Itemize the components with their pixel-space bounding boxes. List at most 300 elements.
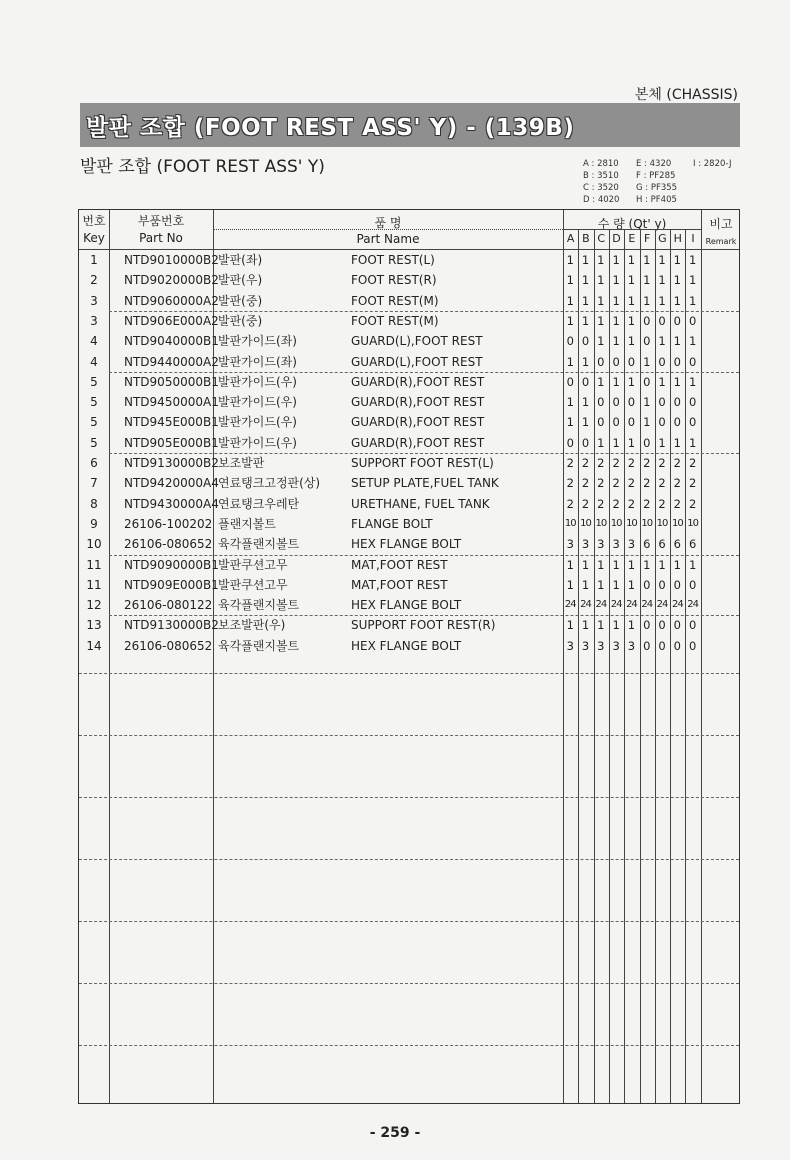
qty-cell: 0 [597, 415, 605, 430]
qty-cell: 3 [627, 638, 636, 653]
qty-cell: 1 [627, 577, 636, 592]
qty-cell: 0 [658, 313, 666, 328]
qty-cell: 0 [673, 415, 681, 430]
qty-cell: 0 [673, 618, 681, 633]
row-key: 5 [90, 415, 98, 430]
qty-cell: 1 [566, 557, 574, 572]
row-name-en: GUARD(R),FOOT REST [351, 435, 485, 450]
qty-cell: 1 [612, 273, 620, 288]
qty-cell: 2 [643, 476, 651, 491]
qty-cell: 2 [612, 456, 620, 470]
empty-row-separator [79, 735, 739, 736]
qty-cell: 0 [673, 313, 681, 328]
row-part-no: NTD9420000A4 [124, 476, 219, 491]
qty-cell: 1 [612, 618, 620, 633]
qty-cell: 1 [612, 374, 620, 389]
row-name-en: GUARD(L),FOOT REST [351, 334, 483, 349]
header-remark-kr: 비고 [709, 217, 733, 231]
row-part-no: 26106-080122 [124, 598, 213, 613]
row-name-kr: 발판가이드(좌) [218, 334, 297, 349]
qty-cell: 0 [597, 354, 605, 369]
qty-cell: 2 [688, 476, 697, 491]
qty-cell: 1 [627, 253, 636, 267]
qty-cell: 2 [658, 476, 666, 491]
qty-cell: 1 [658, 273, 666, 288]
qty-cell: 2 [566, 496, 574, 511]
qty-cell: 0 [688, 395, 697, 410]
qty-cell: 1 [612, 293, 620, 308]
qty-cell: 24 [595, 599, 607, 611]
row-name-en: GUARD(R),FOOT REST [351, 395, 485, 410]
qty-cell: 0 [673, 577, 681, 592]
qty-cell: 0 [612, 395, 620, 410]
qty-cell: 2 [627, 496, 636, 511]
row-name-kr: 발판가이드(우) [218, 395, 297, 410]
qty-cell: 3 [566, 638, 574, 653]
qty-cell: 1 [566, 415, 574, 430]
row-key: 8 [90, 496, 98, 511]
empty-row-separator [79, 797, 739, 798]
row-part-no: 26106-080652 [124, 537, 213, 552]
qty-cell: 1 [597, 577, 605, 592]
qty-cell: 0 [612, 354, 620, 369]
qty-cell: 0 [688, 638, 697, 653]
qty-cell: 2 [643, 456, 651, 470]
qty-cell: 10 [564, 517, 576, 529]
row-name-en: URETHANE, FUEL TANK [351, 496, 490, 511]
header-remark-en: Remark [705, 237, 737, 246]
qty-cell: 2 [627, 456, 636, 470]
row-part-no: NTD9440000A2 [124, 354, 219, 369]
qty-column-C: C [597, 232, 606, 245]
qty-cell: 2 [688, 496, 697, 511]
row-key: 5 [90, 435, 98, 450]
qty-cell: 1 [566, 253, 574, 267]
qty-cell: 1 [597, 557, 605, 572]
qty-cell: 1 [643, 293, 651, 308]
row-key: 9 [90, 516, 98, 531]
row-key: 4 [90, 334, 98, 349]
qty-cell: 0 [581, 374, 590, 389]
qty-cell: 1 [627, 557, 636, 572]
qty-cell: 2 [658, 456, 666, 470]
qty-cell: 2 [597, 496, 605, 511]
qty-cell: 1 [688, 557, 697, 572]
banner-title: 발판 조합 (FOOT REST ASS' Y) - (139B) [86, 115, 575, 141]
qty-cell: 2 [566, 476, 574, 491]
qty-cell: 0 [566, 334, 574, 349]
row-key: 11 [86, 557, 102, 572]
qty-cell: 1 [612, 253, 620, 267]
row-part-no: 26106-080652 [124, 638, 213, 653]
row-name-en: SUPPORT FOOT REST(R) [351, 618, 496, 633]
qty-cell: 0 [627, 415, 636, 430]
qty-cell: 1 [643, 395, 651, 410]
qty-cell: 0 [566, 374, 574, 389]
header-key-en: Key [83, 231, 105, 245]
qty-cell: 2 [566, 456, 574, 470]
qty-cell: 6 [688, 537, 697, 552]
qty-cell: 0 [627, 354, 636, 369]
row-name-en: HEX FLANGE BOLT [351, 537, 462, 552]
qty-cell: 1 [612, 577, 620, 592]
qty-cell: 1 [566, 395, 574, 410]
qty-cell: 1 [581, 577, 590, 592]
qty-cell: 1 [597, 293, 605, 308]
qty-cell: 6 [673, 537, 681, 552]
qty-cell: 1 [612, 334, 620, 349]
qty-cell: 0 [673, 395, 681, 410]
qty-cell: 1 [597, 253, 605, 267]
row-name-en: MAT,FOOT REST [351, 577, 448, 592]
qty-cell: 1 [688, 435, 697, 450]
qty-cell: 2 [581, 476, 590, 491]
qty-cell: 1 [597, 618, 605, 633]
qty-cell: 0 [688, 313, 697, 328]
legend-item: I : 2820-J [693, 159, 732, 169]
qty-column-G: G [658, 232, 667, 245]
qty-cell: 1 [627, 334, 636, 349]
qty-cell: 3 [597, 638, 605, 653]
empty-row-separator [79, 859, 739, 860]
qty-cell: 0 [688, 415, 697, 430]
qty-cell: 3 [597, 537, 605, 552]
qty-cell: 1 [658, 374, 666, 389]
qty-cell: 1 [688, 273, 697, 288]
row-part-no: NTD9060000A2 [124, 293, 219, 308]
header-partno-en: Part No [139, 231, 183, 245]
qty-cell: 1 [673, 557, 681, 572]
column-divider [701, 210, 702, 1103]
qty-cell: 1 [643, 354, 651, 369]
qty-cell: 1 [566, 618, 574, 633]
qty-cell: 1 [673, 273, 681, 288]
header-name-kr: 품 명 [374, 216, 402, 230]
qty-cell: 1 [643, 557, 651, 572]
qty-cell: 1 [658, 334, 666, 349]
qty-cell: 1 [688, 253, 697, 267]
qty-cell: 10 [641, 517, 653, 529]
header-name-en: Part Name [356, 232, 420, 246]
qty-cell: 2 [581, 496, 590, 511]
qty-cell: 2 [627, 476, 636, 491]
row-name-kr: 플랜지볼트 [218, 516, 276, 531]
legend-item: B : 3510 [583, 171, 619, 181]
row-name-kr: 보조발판(우) [218, 618, 286, 633]
row-name-en: FOOT REST(M) [351, 313, 439, 328]
row-key: 13 [86, 618, 102, 633]
row-key: 5 [90, 374, 98, 389]
qty-cell: 24 [564, 599, 576, 611]
row-name-kr: 육각플랜지볼트 [218, 537, 300, 552]
row-name-kr: 연료탱크고정판(상) [218, 476, 321, 491]
qty-cell: 0 [566, 435, 574, 450]
row-name-kr: 발판가이드(우) [218, 374, 297, 389]
row-name-en: FLANGE BOLT [351, 516, 433, 531]
qty-cell: 0 [673, 354, 681, 369]
qty-cell: 1 [581, 618, 590, 633]
qty-column-D: D [612, 232, 621, 245]
qty-cell: 1 [581, 395, 590, 410]
qty-cell: 0 [658, 618, 666, 633]
title-banner [80, 103, 740, 147]
legend-item: A : 2810 [583, 159, 619, 169]
row-part-no: NTD9040000B1 [124, 334, 219, 349]
page-number: - 259 - [369, 1125, 421, 1141]
qty-cell: 0 [612, 415, 620, 430]
qty-cell: 24 [656, 599, 668, 611]
qty-cell: 1 [627, 435, 636, 450]
qty-cell: 24 [580, 599, 591, 611]
row-part-no: NTD9430000A4 [124, 496, 219, 511]
row-name-kr: 발판(우) [218, 273, 263, 288]
qty-cell: 1 [673, 435, 681, 450]
qty-cell: 1 [597, 435, 605, 450]
legend-item: H : PF405 [636, 195, 677, 205]
row-name-en: HEX FLANGE BOLT [351, 638, 462, 653]
qty-cell: 0 [643, 313, 651, 328]
qty-cell: 24 [641, 599, 653, 611]
qty-cell: 1 [658, 557, 666, 572]
qty-cell: 0 [658, 354, 666, 369]
row-name-kr: 발판가이드(좌) [218, 354, 297, 369]
qty-column-F: F [643, 232, 651, 245]
qty-cell: 1 [566, 313, 574, 328]
row-part-no: NTD9450000A1 [124, 395, 219, 410]
qty-cell: 1 [581, 313, 590, 328]
page-subtitle: 발판 조합 (FOOT REST ASS' Y) [80, 157, 325, 177]
qty-cell: 10 [671, 517, 683, 529]
qty-cell: 0 [597, 395, 605, 410]
row-part-no: NTD9010000B2 [124, 253, 219, 267]
qty-cell: 0 [688, 618, 697, 633]
row-part-no: NTD909E000B1 [124, 577, 219, 592]
empty-row-separator [79, 983, 739, 984]
qty-cell: 24 [626, 599, 637, 611]
qty-cell: 1 [658, 293, 666, 308]
row-key: 3 [90, 293, 98, 308]
row-key: 4 [90, 354, 98, 369]
qty-cell: 0 [688, 354, 697, 369]
qty-cell: 1 [673, 253, 681, 267]
qty-cell: 0 [673, 638, 681, 653]
qty-cell: 0 [658, 415, 666, 430]
name-header-divider [213, 229, 563, 230]
qty-cell: 0 [643, 638, 651, 653]
qty-cell: 2 [612, 496, 620, 511]
row-key: 10 [86, 537, 102, 552]
row-name-en: GUARD(R),FOOT REST [351, 415, 485, 430]
legend-item: E : 4320 [636, 159, 672, 169]
qty-cell: 1 [581, 557, 590, 572]
qty-cell: 0 [581, 435, 590, 450]
model-legend-col2 [636, 158, 677, 206]
row-name-kr: 발판(중) [218, 313, 263, 328]
qty-cell: 1 [581, 253, 590, 267]
row-name-en: FOOT REST(R) [351, 273, 437, 288]
row-name-kr: 발판가이드(우) [218, 415, 297, 430]
empty-row-separator [79, 921, 739, 922]
qty-cell: 0 [643, 618, 651, 633]
qty-cell: 1 [627, 313, 636, 328]
row-name-en: GUARD(L),FOOT REST [351, 354, 483, 369]
row-name-kr: 발판(중) [218, 293, 263, 308]
empty-row-separator [79, 673, 739, 674]
row-key: 12 [86, 598, 102, 613]
qty-cell: 2 [673, 476, 681, 491]
qty-cell: 1 [612, 313, 620, 328]
qty-cell: 3 [566, 537, 574, 552]
qty-cell: 3 [627, 537, 636, 552]
row-name-kr: 발판쿠션고무 [218, 557, 288, 572]
model-legend-col3 [693, 158, 731, 170]
row-name-en: SETUP PLATE,FUEL TANK [351, 476, 499, 491]
qty-cell: 2 [688, 456, 697, 470]
qty-cell: 0 [658, 395, 666, 410]
qty-cell: 1 [627, 273, 636, 288]
qty-cell: 6 [643, 537, 651, 552]
qty-cell: 1 [581, 293, 590, 308]
row-key: 2 [90, 273, 98, 288]
qty-cell: 2 [597, 476, 605, 491]
row-name-en: SUPPORT FOOT REST(L) [351, 456, 494, 470]
row-name-kr: 발판쿠션고무 [218, 577, 288, 592]
qty-cell: 2 [673, 496, 681, 511]
qty-cell: 1 [597, 313, 605, 328]
qty-cell: 0 [643, 435, 651, 450]
qty-column-E: E [628, 232, 636, 245]
row-key: 14 [86, 638, 102, 653]
qty-cell: 1 [658, 253, 666, 267]
qty-cell: 0 [627, 395, 636, 410]
row-name-kr: 육각플랜지볼트 [218, 638, 300, 653]
qty-cell: 3 [612, 537, 620, 552]
qty-column-B: B [582, 232, 590, 245]
qty-cell: 1 [581, 273, 590, 288]
qty-cell: 10 [580, 517, 591, 529]
qty-cell: 3 [612, 638, 620, 653]
row-part-no: NTD9130000B2 [124, 618, 219, 633]
row-name-kr: 발판(좌) [218, 253, 263, 267]
row-key: 7 [90, 476, 98, 491]
legend-item: D : 4020 [583, 195, 620, 205]
row-part-no: NTD9020000B2 [124, 273, 219, 288]
row-part-no: NTD9050000B1 [124, 374, 219, 389]
qty-cell: 1 [673, 334, 681, 349]
qty-cell: 24 [610, 599, 622, 611]
qty-cell: 2 [581, 456, 590, 470]
row-key: 1 [90, 253, 98, 267]
header-partno-kr: 부품번호 [137, 214, 185, 228]
row-name-kr: 연료탱크우레탄 [218, 496, 300, 511]
qty-cell: 0 [643, 334, 651, 349]
qty-cell: 1 [673, 293, 681, 308]
qty-cell: 1 [643, 253, 651, 267]
row-name-en: FOOT REST(L) [351, 253, 435, 267]
row-key: 3 [90, 313, 98, 328]
header-qty: 수 량 (Qt' y) [597, 217, 667, 231]
qty-cell: 1 [581, 415, 590, 430]
qty-cell: 0 [658, 577, 666, 592]
qty-cell: 10 [595, 517, 607, 529]
model-legend-col1 [583, 158, 619, 206]
qty-cell: 0 [658, 638, 666, 653]
qty-cell: 10 [656, 517, 668, 529]
row-name-kr: 육각플랜지볼트 [218, 598, 300, 613]
row-name-en: GUARD(R),FOOT REST [351, 374, 485, 389]
qty-cell: 1 [643, 415, 651, 430]
qty-cell: 0 [688, 577, 697, 592]
qty-column-A: A [566, 232, 575, 245]
qty-column-H: H [673, 232, 682, 245]
qty-cell: 2 [643, 496, 651, 511]
qty-cell: 1 [612, 435, 620, 450]
qty-cell: 3 [581, 537, 590, 552]
qty-cell: 1 [597, 273, 605, 288]
row-name-kr: 발판가이드(우) [218, 435, 297, 450]
parts-table [78, 209, 740, 1104]
header-key-kr: 번호 [82, 214, 106, 228]
qty-cell: 1 [688, 293, 697, 308]
qty-cell: 1 [688, 334, 697, 349]
qty-cell: 1 [566, 577, 574, 592]
legend-item: F : PF285 [636, 171, 676, 181]
empty-row-separator [79, 1045, 739, 1046]
qty-cell: 1 [566, 293, 574, 308]
row-name-kr: 보조발판 [218, 456, 265, 470]
row-part-no: NTD906E000A2 [124, 313, 219, 328]
qty-cell: 6 [658, 537, 666, 552]
qty-cell: 10 [610, 517, 622, 529]
row-name-en: HEX FLANGE BOLT [351, 598, 462, 613]
qty-cell: 2 [658, 496, 666, 511]
qty-cell: 1 [566, 273, 574, 288]
qty-column-I: I [691, 232, 695, 245]
row-part-no: NTD9130000B2 [124, 456, 219, 470]
row-part-no: NTD9090000B1 [124, 557, 219, 572]
qty-cell: 2 [673, 456, 681, 470]
qty-cell: 3 [581, 638, 590, 653]
column-divider [109, 210, 110, 1103]
qty-cell: 1 [612, 557, 620, 572]
qty-cell: 1 [643, 273, 651, 288]
qty-cell: 0 [643, 577, 651, 592]
qty-cell: 1 [673, 374, 681, 389]
qty-cell: 1 [627, 374, 636, 389]
qty-cell: 1 [688, 374, 697, 389]
qty-cell: 1 [658, 435, 666, 450]
qty-cell: 1 [597, 374, 605, 389]
row-key: 11 [86, 577, 102, 592]
row-key: 5 [90, 395, 98, 410]
qty-cell: 1 [627, 618, 636, 633]
row-name-en: FOOT REST(M) [351, 293, 439, 308]
qty-cell: 0 [581, 334, 590, 349]
qty-cell: 24 [687, 599, 698, 611]
row-part-no: NTD945E000B1 [124, 415, 219, 430]
qty-cell: 2 [612, 476, 620, 491]
qty-cell: 10 [626, 517, 637, 529]
qty-cell: 1 [597, 334, 605, 349]
qty-cell: 1 [566, 354, 574, 369]
qty-header-divider [563, 229, 701, 230]
row-name-en: MAT,FOOT REST [351, 557, 448, 572]
legend-item: C : 3520 [583, 183, 619, 193]
row-part-no: 26106-100202 [124, 516, 213, 531]
row-part-no: NTD905E000B1 [124, 435, 219, 450]
qty-cell: 1 [627, 293, 636, 308]
qty-cell: 24 [671, 599, 683, 611]
